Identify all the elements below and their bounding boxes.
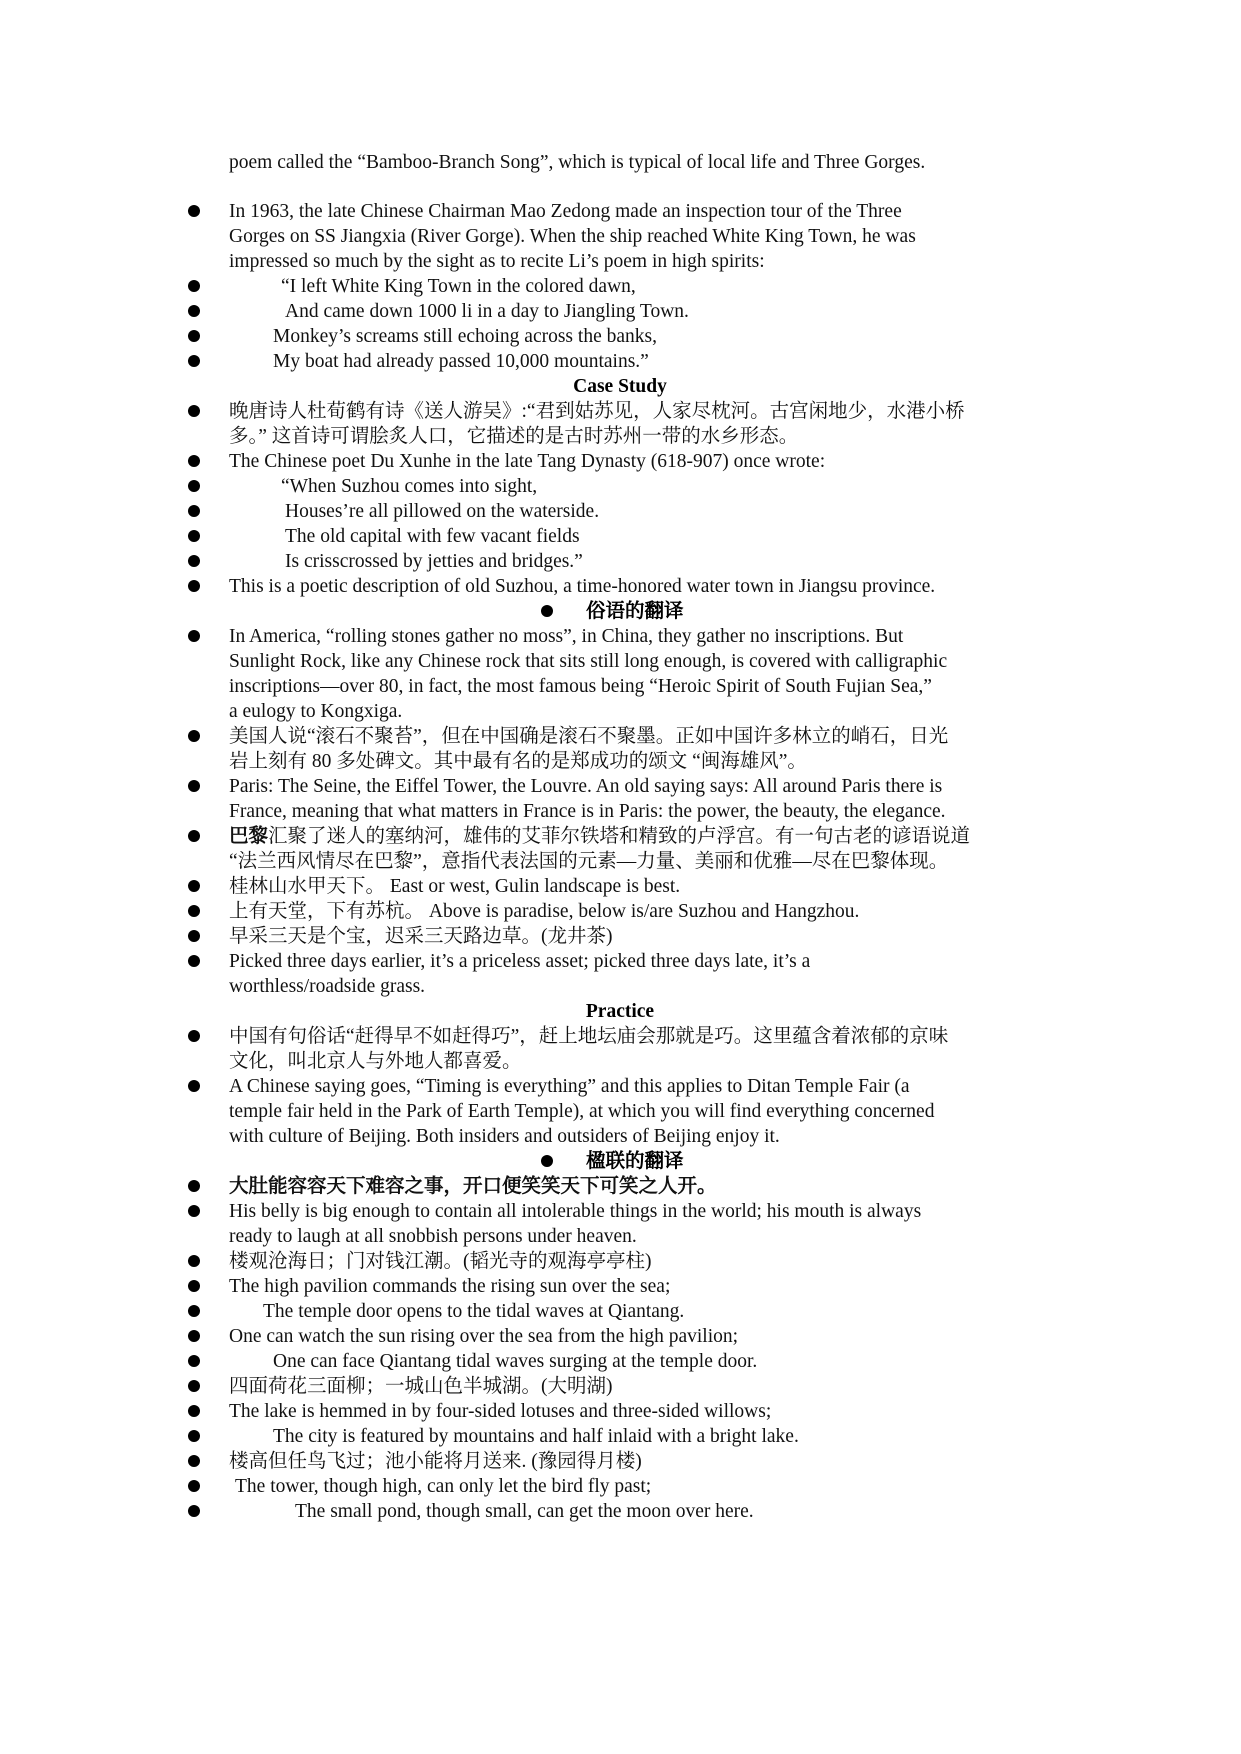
- bullet-icon: [188, 1280, 200, 1292]
- bullet-icon: [188, 330, 200, 342]
- bullet-icon: [188, 455, 200, 467]
- bullet-icon: [188, 305, 200, 317]
- tower-en-line: The tower, though high, can only let the bird fly past;: [235, 1476, 652, 1497]
- tower-en-line: The small pond, though small, can get the moon over here.: [295, 1501, 754, 1522]
- bullet-icon: [188, 1255, 200, 1267]
- bullet-icon: [188, 905, 200, 917]
- rock-en-line: inscriptions—over 80, in fact, the most famous being “Heroic Spirit of South Fujian Sea,”: [229, 676, 932, 697]
- lou-cn-line: 楼观沧海日；门对钱江潮。(韬光寺的观海亭亭柱): [229, 1251, 652, 1272]
- ditan-cn-line: 中国有句俗话“赶得早不如赶得巧”，赶上地坛庙会那就是巧。这里蕴含着浓郁的京味: [229, 1026, 949, 1047]
- bullet-icon: [188, 1305, 200, 1317]
- bullet-icon: [188, 1180, 200, 1192]
- bullet-icon: [188, 1380, 200, 1392]
- bullet-icon: [188, 830, 200, 842]
- paris-cn-line: [229, 824, 970, 849]
- bullet-icon: [188, 1430, 200, 1442]
- bullet-icon: [188, 730, 200, 742]
- poem-line: Monkey’s screams still echoing across the banks,: [273, 326, 657, 347]
- bullet-icon: [188, 630, 200, 642]
- bullet-icon: [188, 880, 200, 892]
- bullet-icon: [188, 405, 200, 417]
- bullet-icon: [188, 555, 200, 567]
- belly-en-line: ready to laugh at all snobbish persons under heaven.: [229, 1226, 637, 1247]
- lake-en-line: The city is featured by mountains and half inlaid with a bright lake.: [273, 1426, 799, 1447]
- mao-line: impressed so much by the sight as to recite Li’s poem in high spirits:: [229, 251, 765, 272]
- bullet-icon: [188, 1505, 200, 1517]
- suhang-line: 上有天堂，下有苏杭。 Above is paradise, below is/are Suzhou and Hangzhou.: [229, 901, 860, 922]
- ditan-cn-line: 文化，叫北京人与外地人都喜爱。: [229, 1051, 522, 1072]
- bullet-icon: [188, 955, 200, 967]
- case-study-heading: Case Study: [573, 376, 667, 397]
- bullet-icon: [188, 355, 200, 367]
- lou-en-line: The high pavilion commands the rising sun over the sea;: [229, 1276, 671, 1297]
- tea-en-line: worthless/roadside grass.: [229, 976, 426, 997]
- mao-line: Gorges on SS Jiangxia (River Gorge). When the ship reached White King Town, he was: [229, 226, 916, 247]
- bullet-icon: [188, 280, 200, 292]
- bullet-icon: [188, 930, 200, 942]
- du-cn-line: 多。” 这首诗可谓脍炙人口，它描述的是古时苏州一带的水乡形态。: [229, 426, 799, 447]
- paris-en-line: France, meaning that what matters in France is in Paris: the power, the beauty, the elegance.: [229, 801, 946, 822]
- practice-heading: Practice: [585, 1001, 655, 1022]
- paris-en-line: Paris: The Seine, the Eiffel Tower, the Louvre. An old saying says: All around Paris there is: [229, 776, 943, 797]
- bullet-icon: [188, 205, 200, 217]
- intro-line: poem called the “Bamboo-Branch Song”, which is typical of local life and Three Gorges.: [229, 152, 926, 173]
- tea-en-line: Picked three days earlier, it’s a priceless asset; picked three days late, it’s a: [229, 951, 811, 972]
- mao-line: In 1963, the late Chinese Chairman Mao Zedong made an inspection tour of the Three: [229, 201, 902, 222]
- rock-cn-line: 美国人说“滚石不聚苔”，但在中国确是滚石不聚墨。正如中国许多林立的峭石，日光: [229, 726, 949, 747]
- rock-en-line: a eulogy to Kongxiga.: [229, 701, 403, 722]
- lou-en-line: One can watch the sun rising over the sea from the high pavilion;: [229, 1326, 739, 1347]
- du-cn-line: 晚唐诗人杜荀鹤有诗《送人游吴》:“君到姑苏见，人家尽枕河。古宫闲地少，水港小桥: [229, 401, 965, 422]
- ditan-en-line: temple fair held in the Park of Earth Temple), at which you will find everything concerned: [229, 1101, 935, 1122]
- ditan-en-line: with culture of Beijing. Both insiders and outsiders of Beijing enjoy it.: [229, 1126, 780, 1147]
- bullet-icon: [188, 1030, 200, 1042]
- couplet-heading: 楹联的翻译: [586, 1151, 684, 1172]
- tower-cn-line: 楼高但任鸟飞过；池小能将月送来. (豫园得月楼): [229, 1451, 642, 1472]
- poem-line: “I left White King Town in the colored dawn,: [281, 276, 636, 297]
- belly-cn-line: 大肚能容容天下难容之事，开口便笑笑天下可笑之人开。: [229, 1176, 717, 1197]
- paris-cn-text: 汇聚了迷人的塞纳河，雄伟的艾菲尔铁塔和精致的卢浮宫。有一句古老的谚语说道: [268, 826, 971, 847]
- poem-line: Houses’re all pillowed on the waterside.: [285, 501, 600, 522]
- lou-en-line: One can face Qiantang tidal waves surging at the temple door.: [273, 1351, 758, 1372]
- bullet-icon: [188, 1480, 200, 1492]
- lake-en-line: The lake is hemmed in by four-sided lotuses and three-sided willows;: [229, 1401, 772, 1422]
- bullet-icon: [188, 580, 200, 592]
- bullet-icon: [188, 1330, 200, 1342]
- rock-en-line: In America, “rolling stones gather no moss”, in China, they gather no inscriptions. But: [229, 626, 904, 647]
- proverb-heading: 俗语的翻译: [586, 601, 684, 622]
- bullet-icon: [188, 1455, 200, 1467]
- bullet-icon: [188, 1355, 200, 1367]
- paris-cn-line: “法兰西风情尽在巴黎”，意指代表法国的元素—力量、美丽和优雅—尽在巴黎体现。: [229, 851, 949, 872]
- du-summary: This is a poetic description of old Suzhou, a time-honored water town in Jiangsu province.: [229, 576, 936, 597]
- bullet-icon: [188, 530, 200, 542]
- tea-cn-line: 早采三天是个宝，迟采三天路边草。(龙井茶): [229, 926, 613, 947]
- lake-cn-line: 四面荷花三面柳；一城山色半城湖。(大明湖): [229, 1376, 613, 1397]
- bullet-icon: [541, 605, 553, 617]
- paris-cn-bold: 巴黎: [229, 826, 269, 847]
- bullet-icon: [188, 480, 200, 492]
- lou-en-line: The temple door opens to the tidal waves at Qiantang.: [263, 1301, 685, 1322]
- rock-cn-line: 岩上刻有 80 多处碑文。其中最有名的是郑成功的颂文 “闽海雄风”。: [229, 751, 807, 772]
- poem-line: And came down 1000 li in a day to Jiangling Town.: [285, 301, 689, 322]
- poem-line: Is crisscrossed by jetties and bridges.”: [285, 551, 583, 572]
- bullet-icon: [188, 505, 200, 517]
- bullet-icon: [188, 1205, 200, 1217]
- bullet-icon: [188, 1080, 200, 1092]
- poem-line: My boat had already passed 10,000 mountains.”: [273, 351, 649, 372]
- bullet-icon: [188, 1405, 200, 1417]
- poem-line: The old capital with few vacant fields: [285, 526, 580, 547]
- belly-en-line: His belly is big enough to contain all intolerable things in the world; his mouth is always: [229, 1201, 922, 1222]
- poem-line: “When Suzhou comes into sight,: [281, 476, 538, 497]
- du-en-intro: The Chinese poet Du Xunhe in the late Tang Dynasty (618-907) once wrote:: [229, 451, 826, 472]
- bullet-icon: [188, 780, 200, 792]
- bullet-icon: [541, 1155, 553, 1167]
- guilin-line: 桂林山水甲天下。 East or west, Gulin landscape is best.: [229, 876, 681, 897]
- ditan-en-line: A Chinese saying goes, “Timing is everything” and this applies to Ditan Temple Fair (a: [229, 1076, 910, 1097]
- rock-en-line: Sunlight Rock, like any Chinese rock that sits still long enough, is covered with calligraphic: [229, 651, 948, 672]
